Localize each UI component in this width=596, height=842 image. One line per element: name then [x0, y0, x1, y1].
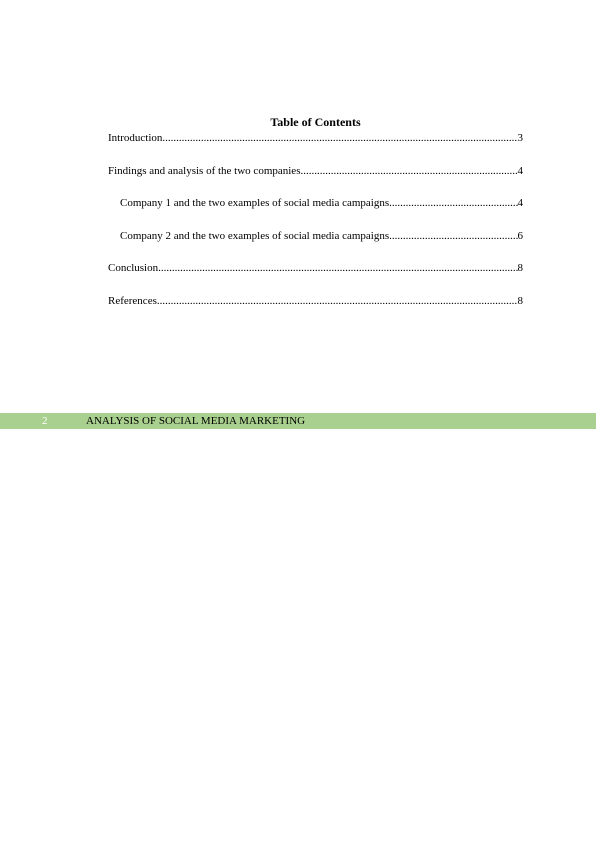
toc-entry-label: Conclusion — [108, 262, 159, 275]
toc-list — [108, 130, 523, 326]
running-header: ANALYSIS OF SOCIAL MEDIA MARKETING — [86, 415, 306, 427]
toc-entry-label: Introduction — [108, 132, 163, 144]
toc-dot-leader — [157, 293, 518, 309]
toc-page-number: 3 — [517, 132, 523, 144]
toc-entry-label: Company 2 and the two examples of social media campaigns — [120, 229, 390, 242]
toc-page-number: 4 — [517, 164, 523, 177]
toc-entry-conclusion[interactable] — [108, 260, 523, 276]
page-number: 2 — [42, 415, 48, 427]
toc-page-number: 6 — [517, 229, 523, 242]
toc-entry-findings[interactable] — [108, 163, 523, 179]
toc-entry-references[interactable] — [108, 293, 523, 309]
toc-page-number: 4 — [517, 197, 523, 210]
toc-entry-introduction[interactable] — [108, 130, 523, 146]
toc-entry-label: Findings and analysis of the two companies — [108, 164, 301, 177]
toc-dot-leader — [162, 130, 517, 146]
toc-dot-leader — [300, 163, 517, 179]
toc-entry-label: References — [108, 294, 157, 307]
toc-entry-label: Company 1 and the two examples of social media campaigns — [120, 197, 390, 210]
toc-page-number: 8 — [517, 294, 523, 307]
toc-entry-company-2[interactable] — [108, 228, 523, 244]
toc-dot-leader — [389, 228, 517, 244]
toc-entry-company-1[interactable] — [108, 195, 523, 211]
toc-page-number: 8 — [517, 262, 523, 275]
toc-dot-leader — [158, 260, 517, 276]
page-header-band — [0, 413, 596, 429]
toc-title: Table of Contents — [270, 115, 361, 129]
toc-dot-leader — [389, 195, 517, 211]
